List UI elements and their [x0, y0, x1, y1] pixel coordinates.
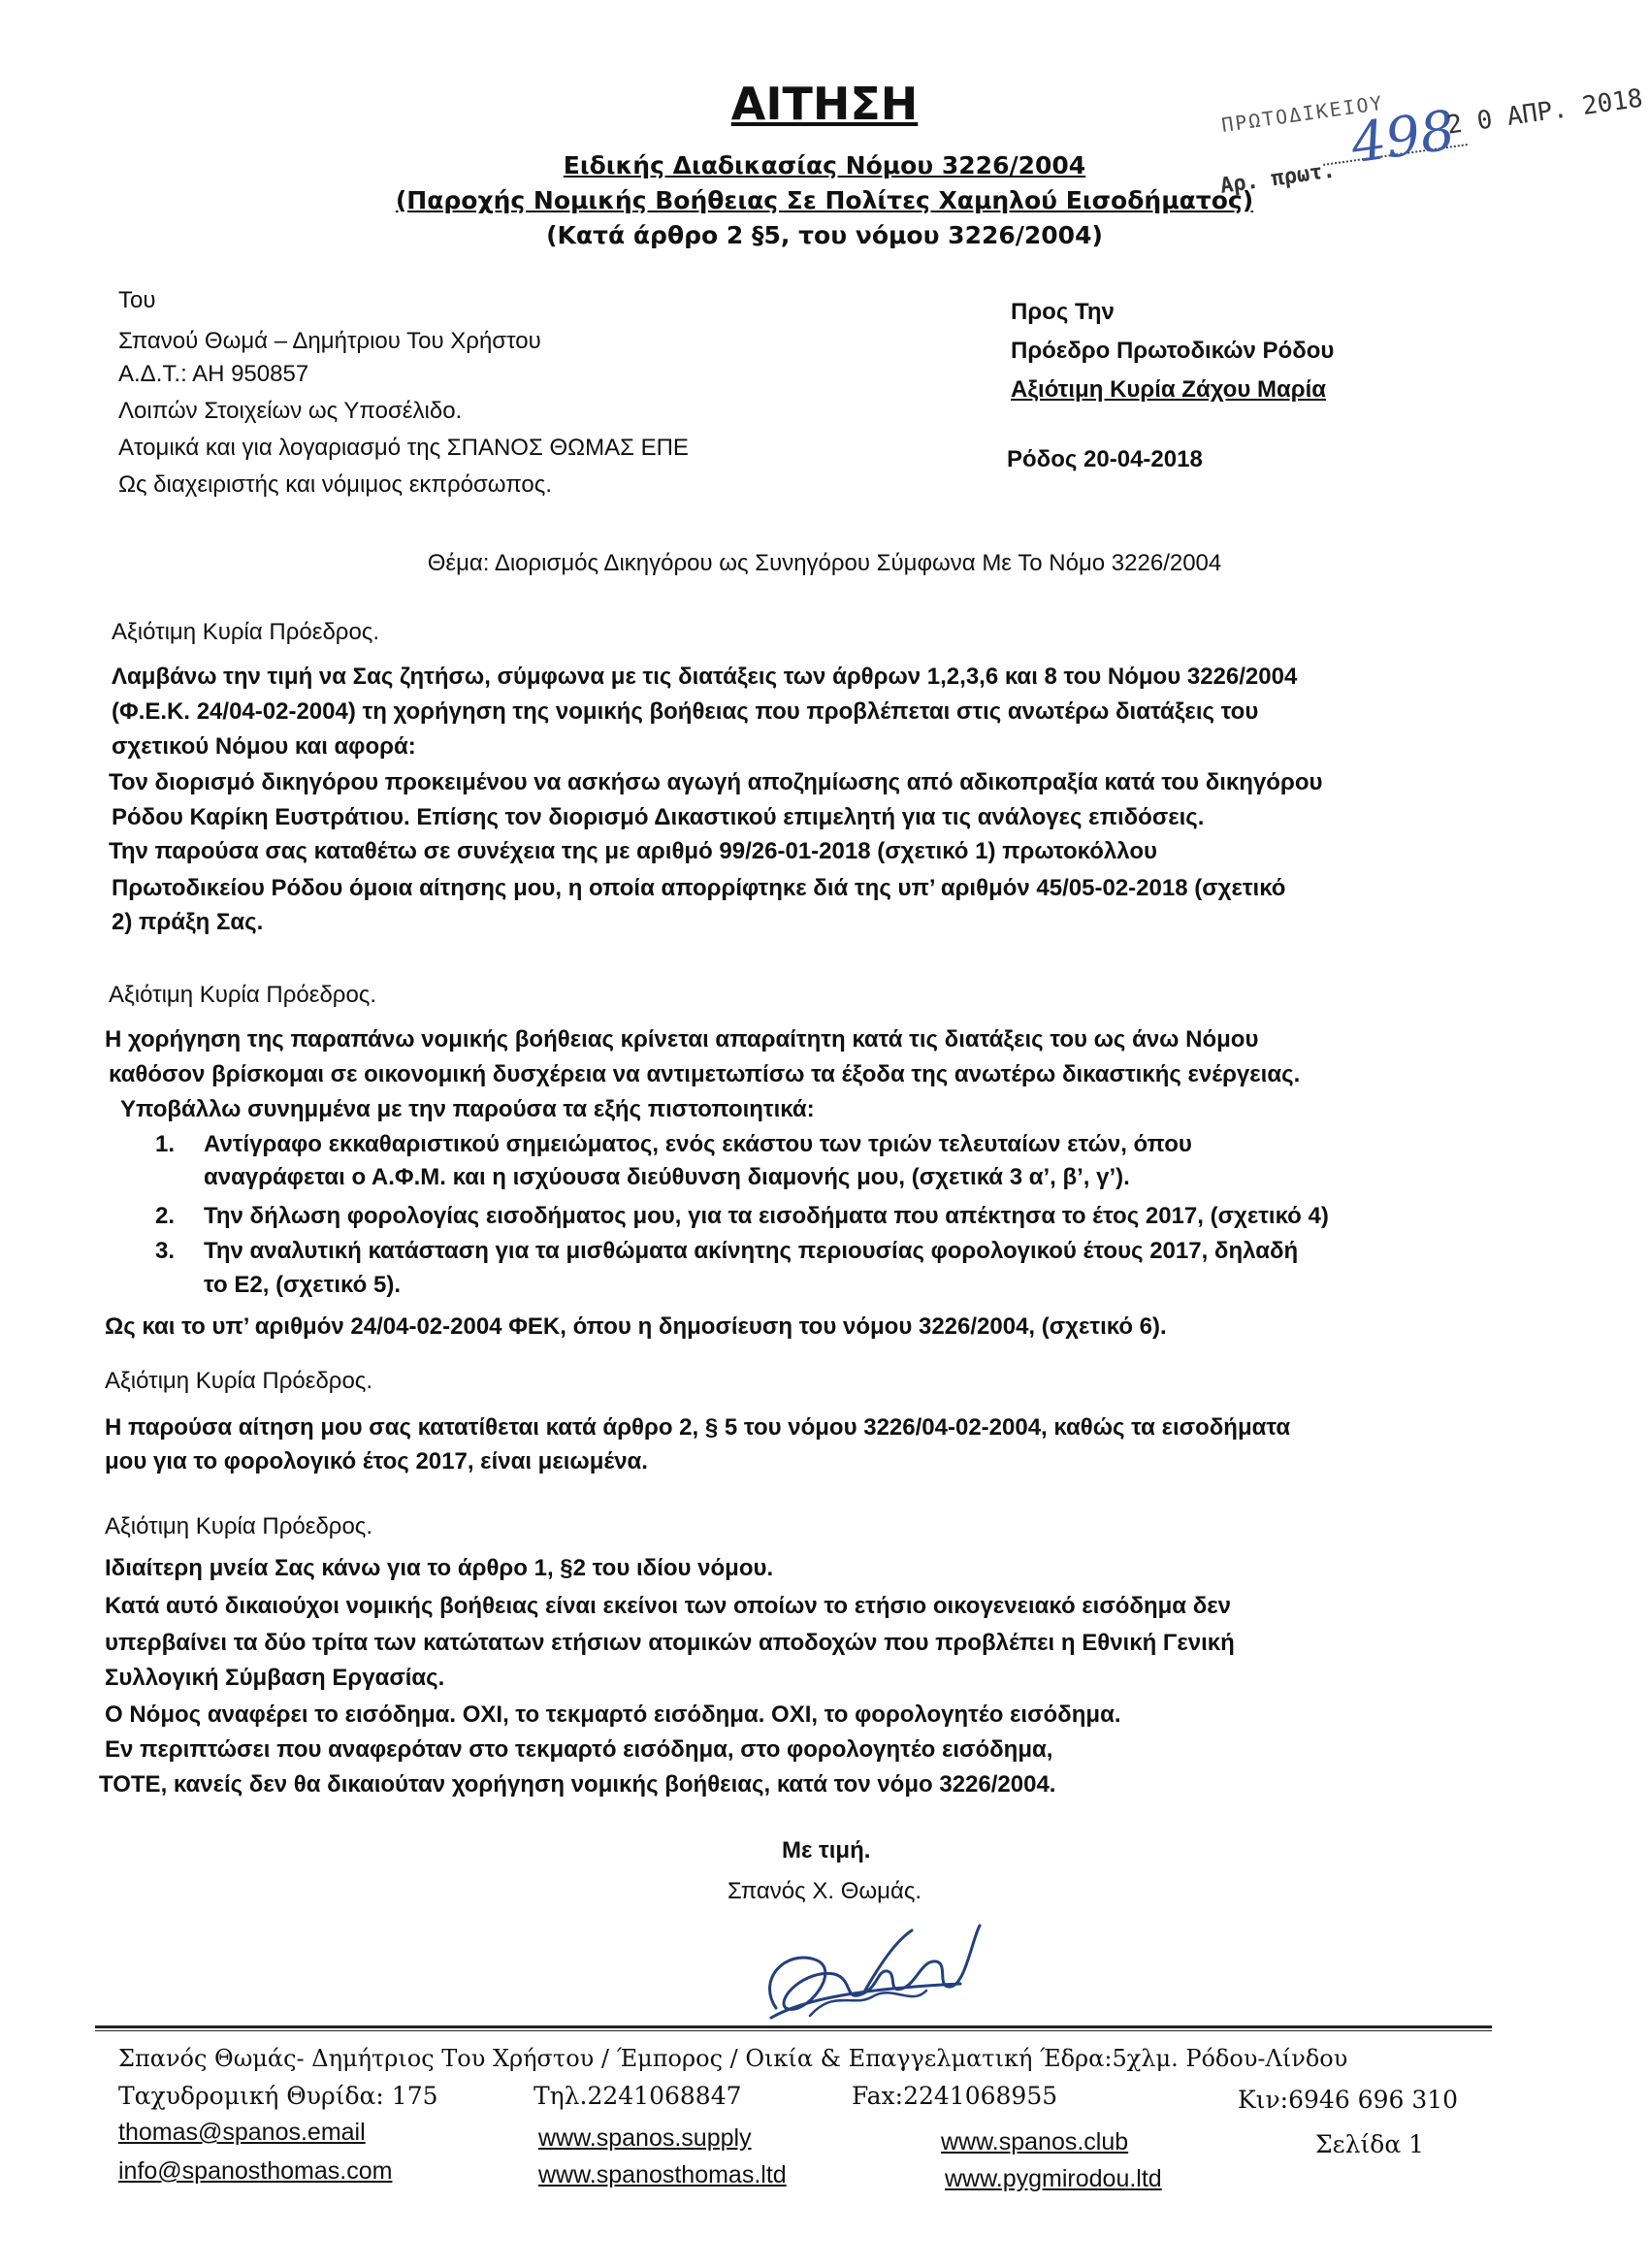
signature [718, 1901, 1009, 2037]
subtitle-procedure: Ειδικής Διαδικασίας Νόμου 3226/2004 [563, 151, 1086, 179]
paragraph-line: Η παρούσα αίτηση μου σας κατατίθεται κατά άρθρο 2, § 5 του νόμου 3226/04-02-2004, καθώς τα εισοδήματα [105, 1414, 1291, 1441]
footer-mobile: Κιν:6946 696 310 [1238, 2086, 1459, 2114]
stamp-label: Αρ. πρωτ. [1218, 158, 1338, 199]
salutation: Αξιότιμη Κυρία Πρόεδρος. [112, 619, 380, 645]
list-item: το Ε2, (σχετικό 5). [204, 1272, 401, 1298]
salutation: Αξιότιμη Κυρία Πρόεδρος. [105, 1368, 373, 1394]
salutation: Αξιότιμη Κυρία Πρόεδρος. [105, 1513, 373, 1539]
footer-rule [95, 2025, 1492, 2028]
footer-phone: Τηλ.2241068847 [534, 2082, 742, 2110]
sender-company: Ατομικά και για λογαριασμό της ΣΠΑΝΟΣ ΘΩΜΑΣ ΕΠΕ [118, 435, 689, 461]
list-number: 2. [155, 1203, 176, 1229]
salutation: Αξιότιμη Κυρία Πρόεδρος. [109, 982, 377, 1008]
paragraph-line: Η χορήγηση της παραπάνω νομικής βοήθειας κρίνεται απαραίτητη κατά τις διατάξεις του ως άνω Νόμου [105, 1026, 1259, 1053]
sender-role: Ως διαχειριστής και νόμιμος εκπρόσωπος. [118, 471, 552, 498]
paragraph-line: Υποβάλλω συνημμένα με την παρούσα τα εξής πιστοποιητικά: [120, 1096, 815, 1122]
list-item: Αντίγραφο εκκαθαριστικού σημειώματος, ενός εκάστου των τριών τελευταίων ετών, όπου [204, 1131, 1192, 1157]
stamp-court-text: ΠΡΩΤΟΔΙΚΕΙΟΥ [1219, 90, 1386, 137]
footer-web-club[interactable]: www.spanos.club [941, 2128, 1129, 2155]
stamp-number: 498 [1347, 99, 1459, 177]
recipient-name: Αξιότιμη Κυρία Ζάχου Μαρία [1011, 376, 1326, 403]
paragraph-line: Συλλογική Σύμβαση Εργασίας. [105, 1665, 445, 1691]
sender-id: Α.Δ.Τ.: ΑΗ 950857 [118, 361, 309, 387]
paragraph-line: Ρόδου Καρίκη Ευστράτιου. Επίσης τον διορισμό Δικαστικού επιμελητή για τις ανάλογες επιδόσεις. [112, 804, 1205, 830]
subtitle-article: (Κατά άρθρο 2 §5, του νόμου 3226/2004) [546, 221, 1103, 249]
list-number: 3. [155, 1238, 176, 1264]
recipient-to: Προς Την [1011, 299, 1115, 325]
footer-rule-thin [95, 2030, 1492, 2031]
paragraph-line: Πρωτοδικείου Ρόδου όμοια αίτησης μου, η οποία απορρίφτηκε διά της υπ’ αριθμόν 45/05-02-2018 (σχετικό [112, 875, 1286, 901]
paragraph-line: Τον διορισμό δικηγόρου προκειμένου να ασκήσω αγωγή αποζημίωσης από αδικοπραξία κατά του δικηγόρου [109, 769, 1323, 795]
subtitle-legal-aid: (Παροχής Νομικής Βοήθειας Σε Πολίτες Χαμηλού Εισοδήματος) [395, 186, 1254, 214]
closing-regards: Με τιμή. [782, 1837, 871, 1863]
footer-web-supply[interactable]: www.spanos.supply [538, 2124, 752, 2152]
paragraph-line: καθόσον βρίσκομαι σε οικονομική δυσχέρεια να αντιμετωπίσω τα έξοδα της ανωτέρω δικαστικής ενέργειας. [109, 1061, 1301, 1087]
paragraph-line: Την παρούσα σας καταθέτω σε συνέχεια της με αριθμό 99/26-01-2018 (σχετικό 1) πρωτοκόλλου [109, 838, 1157, 864]
list-number: 1. [155, 1131, 176, 1157]
paragraph-line: Λαμβάνω την τιμή να Σας ζητήσω, σύμφωνα με τις διατάξεις των άρθρων 1,2,3,6 και 8 του Νόμου 3226/2004 [112, 664, 1298, 690]
list-item: Την δήλωση φορολογίας εισοδήματος μου, για τα εισοδήματα που απέκτησα το έτος 2017, (σχετικό 4) [204, 1203, 1329, 1229]
closing-name: Σπανός Χ. Θωμάς. [728, 1878, 922, 1904]
footer-page-number: Σελίδα 1 [1315, 2130, 1425, 2158]
stamp-date: 2 0 ΑΠΡ. 2018 [1444, 83, 1645, 141]
paragraph-line: υπερβαίνει τα δύο τρίτα των κατώτατων ετήσιων ατομικών αποδοχών που προβλέπει η Εθνική Γενική [105, 1630, 1235, 1656]
paragraph-line: Εν περιπτώσει που αναφερόταν στο τεκμαρτό εισόδημα, στο φορολογητέο εισόδημα, [105, 1736, 1053, 1763]
document-title: ΑΙΤΗΣΗ [730, 78, 919, 130]
paragraph-line: Κατά αυτό δικαιούχοι νομικής βοήθειας είναι εκείνοι των οποίων το ετήσιο οικογενειακό εισόδημα δεν [105, 1593, 1232, 1619]
paragraph-line: Ο Νόμος αναφέρει το εισόδημα. ΟΧΙ, το τεκμαρτό εισόδημα. ΟΧΙ, το φορολογητέο εισόδημα. [105, 1701, 1121, 1728]
place-date: Ρόδος 20-04-2018 [1007, 446, 1203, 472]
paragraph-line: Ως και το υπ’ αριθμόν 24/04-02-2004 ΦΕΚ, όπου η δημοσίευση του νόμου 3226/2004, (σχετικό 6). [105, 1313, 1167, 1340]
paragraph-line: 2) πράξη Σας. [112, 909, 264, 935]
sender-line: Του [118, 287, 156, 313]
footer-web-pygmirodou[interactable]: www.pygmirodou.ltd [945, 2165, 1162, 2192]
footer-web-spanosthomas[interactable]: www.spanosthomas.ltd [538, 2161, 787, 2188]
footer-fax: Fax:2241068955 [852, 2082, 1058, 2110]
footer-email-thomas[interactable]: thomas@spanos.email [118, 2119, 366, 2146]
paragraph-line: Ιδιαίτερη μνεία Σας κάνω για το άρθρο 1, §2 του ιδίου νόμου. [105, 1555, 774, 1581]
footer-email-info[interactable]: info@spanosthomas.com [118, 2157, 393, 2185]
sender-name: Σπανού Θωμά – Δημήτριου Του Χρήστου [118, 328, 541, 354]
list-item: Την αναλυτική κατάσταση για τα μισθώματα ακίνητης περιουσίας φορολογικού έτους 2017, δηλαδή [204, 1238, 1299, 1264]
subject-line: Θέμα: Διορισμός Δικηγόρου ως Συνηγόρου Σύμφωνα Με Το Νόμο 3226/2004 [427, 550, 1222, 576]
recipient-title: Πρόεδρο Πρωτοδικών Ρόδου [1011, 338, 1335, 364]
paragraph-line: μου για το φορολογικό έτος 2017, είναι μειωμένα. [105, 1448, 648, 1474]
sender-details-note: Λοιπών Στοιχείων ως Υποσέλιδο. [118, 398, 463, 424]
paragraph-line: ΤΟΤΕ, κανείς δεν θα δικαιούταν χορήγηση νομικής βοήθειας, κατά τον νόμο 3226/2004. [99, 1771, 1056, 1798]
paragraph-line: σχετικού Νόμου και αφορά: [112, 733, 416, 760]
paragraph-line: (Φ.Ε.Κ. 24/04-02-2004) τη χορήγηση της νομικής βοήθειας που προβλέπεται στις ανωτέρω διατάξεις του [112, 698, 1259, 725]
list-item: αναγράφεται ο Α.Φ.Μ. και η ισχύουσα διεύθυνση διαμονής μου, (σχετικά 3 α’, β’, γ’). [204, 1164, 1130, 1190]
footer-pobox: Ταχυδρομική Θυρίδα: 175 [118, 2082, 438, 2110]
footer-identity: Σπανός Θωμάς- Δημήτριος Του Χρήστου / Έμπορος / Οικία & Επαγγελματική Έδρα:5χλμ. Ρόδου-Λίνδου [118, 2045, 1348, 2072]
